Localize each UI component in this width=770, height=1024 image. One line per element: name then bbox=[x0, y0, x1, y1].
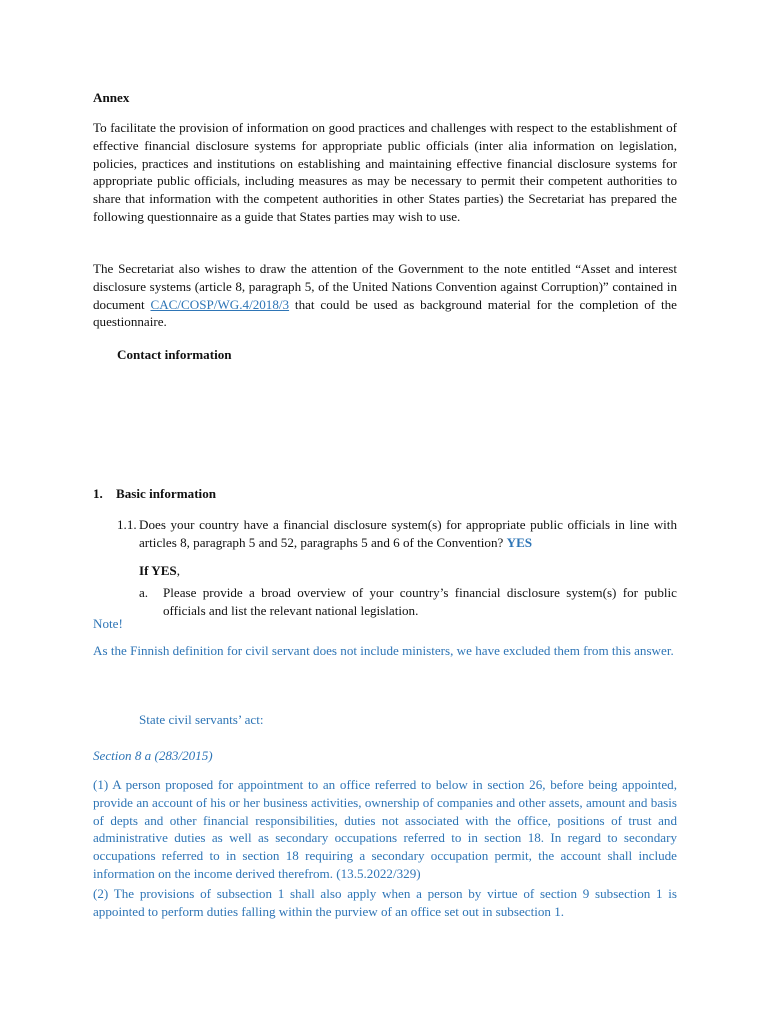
background-note-text-before: The Secretariat also wishes to draw the attention of the Government to the note entitled “Asset and interest disclosure systems (article 8, paragraph 5, of the United Nations Convention against Corruption)” contained in document bbox=[93, 261, 677, 312]
annex-heading: Annex bbox=[93, 90, 130, 105]
background-note-paragraph bbox=[93, 260, 677, 331]
act-title: State civil servants’ act: bbox=[139, 712, 264, 727]
act-subsection-2: (2) The provisions of subsection 1 shall also apply when a person by virtue of section 9 subsection 1 is appointed to perform duties falling within the purview of an office set out in subsection 1. bbox=[93, 886, 677, 919]
section-1-number: 1. bbox=[93, 486, 103, 501]
question-1-1 bbox=[117, 516, 677, 552]
section-1-heading bbox=[93, 485, 677, 503]
question-a-label: a. bbox=[139, 585, 149, 600]
question-1-1-answer: YES bbox=[506, 534, 533, 550]
question-1-1-text: Does your country have a financial disclosure system(s) for appropriate public officials in line with articles 8, paragraph 5 and 52, paragraphs 5 and 6 of the Convention? bbox=[139, 517, 677, 550]
question-1-1-number: 1.1. bbox=[117, 517, 137, 532]
contact-information-heading: Contact information bbox=[117, 347, 232, 362]
section-1-title: Basic information bbox=[116, 486, 217, 501]
answer-note-label: Note! bbox=[93, 616, 123, 631]
act-section-title: Section 8 a (283/2015) bbox=[93, 748, 213, 763]
act-subsection-1: (1) A person proposed for appointment to an office referred to below in section 26, before being appointed, provide an account of his or her business activities, ownership of companies and other assets, amount and basis of depts and other financial responsibilities, duties not associated with the office, positions of trust and administrative duties as well as secondary occupations referred to in section 18. In regard to secondary occupations referred to in section 18 requiring a secondary occupation permit, the account shall include information on the income derived therefrom. (13.5.2022/329) bbox=[93, 777, 677, 881]
question-1-1-body bbox=[117, 516, 677, 552]
if-yes-label bbox=[139, 562, 439, 580]
answer-note-text: As the Finnish definition for civil servant does not include ministers, we have excluded them from this answer. bbox=[93, 643, 674, 658]
document-link[interactable]: CAC/COSP/WG.4/2018/3 bbox=[150, 296, 290, 312]
if-yes-text: If YES bbox=[139, 563, 177, 578]
intro-paragraph: To facilitate the provision of information on good practices and challenges with respect to the establishment of effective financial disclosure systems for appropriate public officials (inter alia information on legislation, policies, practices and institutions on establishing and maintaining effective financial disclosure systems for appropriate public officials, including measures as may be necessary to permit their competent authorities to share that information with the competent authorities in other States parties) the Secretariat has prepared the following questionnaire as a guide that States parties may wish to use. bbox=[93, 120, 677, 224]
question-a-text: Please provide a broad overview of your country’s financial disclosure system(s) for public officials and list the relevant national legislation. bbox=[163, 585, 677, 618]
if-yes-comma: , bbox=[176, 563, 180, 578]
background-note-text-after: that could be used as background material for the completion of the questionnaire. bbox=[93, 296, 677, 330]
